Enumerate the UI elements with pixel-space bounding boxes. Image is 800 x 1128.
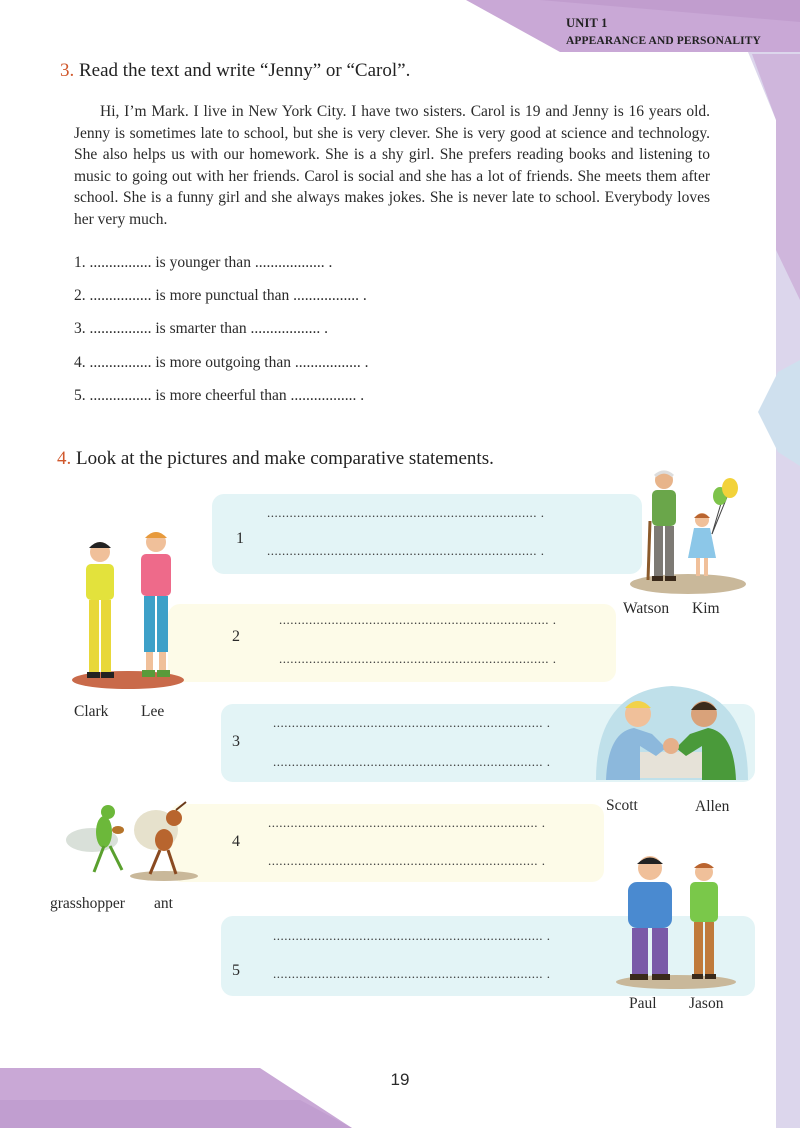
answer-line-3b: ........................................................................ . — [273, 754, 551, 769]
caption-paul: Paul — [629, 995, 657, 1012]
exercise-3-instruction: Read the text and write “Jenny” or “Carol”. — [79, 60, 411, 81]
question-2: 2. ................ is more punctual than ................. . — [74, 287, 367, 304]
question-3: 3. ................ is smarter than .................. . — [74, 320, 329, 337]
item-number-3: 3 — [232, 733, 240, 750]
picture-arm-wrestling — [586, 680, 758, 786]
caption-allen: Allen — [695, 798, 730, 815]
question-1: 1. ................ is younger than .................. . — [74, 254, 333, 271]
picture-old-man-and-girl — [628, 466, 750, 598]
exercise-4-instruction: Look at the pictures and make comparative statements. — [76, 448, 494, 469]
caption-kim: Kim — [692, 600, 720, 617]
answer-line-5a: ........................................................................ . — [273, 928, 551, 943]
answer-line-1b: ........................................................................ . — [267, 543, 545, 558]
item-number-2: 2 — [232, 628, 240, 645]
answer-line-4a: ........................................................................ . — [268, 815, 546, 830]
caption-grasshopper: grasshopper — [50, 895, 125, 912]
exercise-3-number: 3. — [60, 60, 75, 81]
question-5: 5. ................ is more cheerful than ................. . — [74, 387, 365, 404]
caption-watson: Watson — [623, 600, 670, 617]
answer-line-1a: ........................................................................ . — [267, 505, 545, 520]
caption-jason: Jason — [689, 995, 724, 1012]
answer-line-5b: ........................................................................ . — [273, 966, 551, 981]
caption-ant: ant — [154, 895, 173, 912]
caption-clark: Clark — [74, 703, 109, 720]
item-number-5: 5 — [232, 962, 240, 979]
exercise-4-heading — [57, 448, 494, 470]
question-4: 4. ................ is more outgoing than ................. . — [74, 354, 369, 371]
caption-lee: Lee — [141, 703, 165, 720]
caption-scott: Scott — [606, 797, 638, 814]
unit-label: UNIT 1 — [566, 16, 608, 30]
picture-paul-and-jason — [612, 854, 742, 990]
picture-grasshopper-and-ant — [64, 800, 198, 882]
answer-line-4b: ........................................................................ . — [268, 853, 546, 868]
picture-two-boys — [66, 524, 196, 690]
answer-line-2b: ........................................................................ . — [279, 651, 557, 666]
reading-passage: Hi, I’m Mark. I live in New York City. I have two sisters. Carol is 19 and Jenny is 16 years old. Jenny is sometimes late to school, but she is very clever. She is very good at science and technology. She also helps us with our homework. She is a shy girl. She prefers reading books and listening to music to going out with her friends. Carol is social and she has a lot of friends. She meets them after school. She is a funny girl and she always makes jokes. She is never late to school. Everybody loves her very much. — [74, 103, 710, 228]
answer-line-3a: ........................................................................ . — [273, 715, 551, 730]
exercise-4-number: 4. — [57, 448, 72, 469]
page-number: 19 — [390, 1070, 410, 1089]
answer-line-2a: ........................................................................ . — [279, 612, 557, 627]
unit-title: APPEARANCE AND PERSONALITY — [566, 35, 761, 47]
item-number-4: 4 — [232, 833, 240, 850]
exercise-3-heading — [60, 60, 410, 82]
item-number-1: 1 — [236, 530, 244, 547]
